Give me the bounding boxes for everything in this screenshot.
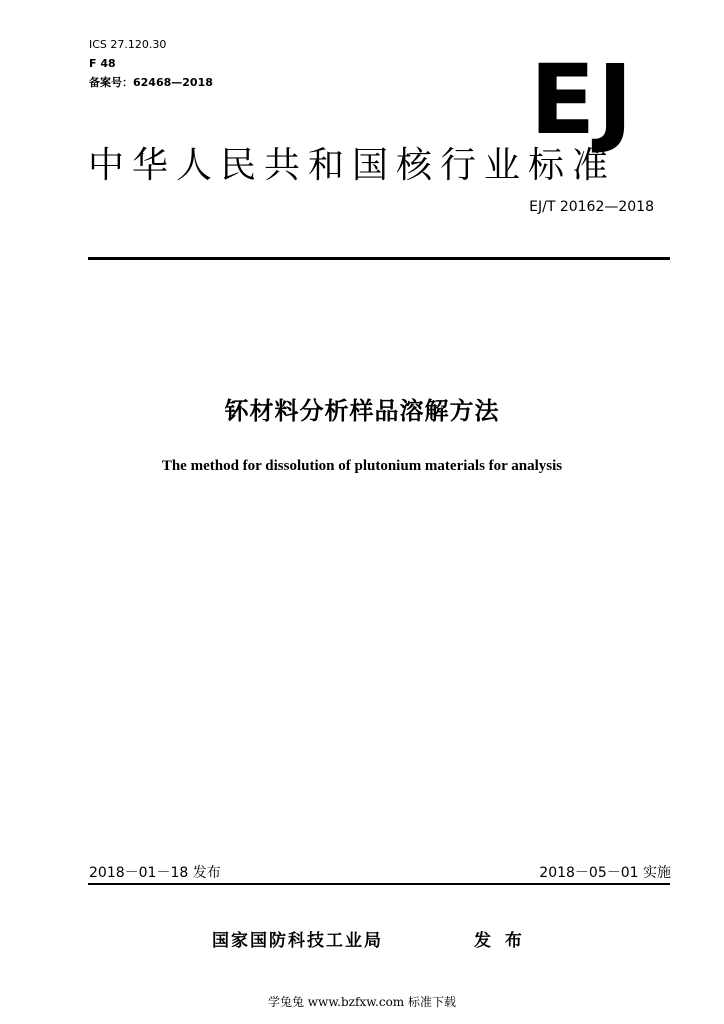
standard-type-title: 中华人民共和国核行业标准 bbox=[88, 145, 617, 186]
implementation-date: 2018－05－01 实施 bbox=[539, 865, 671, 881]
publisher-name: 国家国防科技工业局 bbox=[212, 931, 383, 951]
classification-code: F 48 bbox=[89, 57, 116, 70]
issue-date: 2018－01－18 发布 bbox=[89, 865, 221, 881]
standard-number: EJ/T 20162—2018 bbox=[529, 199, 654, 215]
ej-logo: EJ bbox=[529, 44, 635, 156]
document-title-english: The method for dissolution of plutonium materials for analysis bbox=[161, 458, 563, 474]
record-number: 备案号：62468—2018 bbox=[89, 76, 213, 89]
top-divider bbox=[88, 257, 670, 260]
site-watermark: 学兔兔 www.bzfxw.com 标准下载 bbox=[267, 995, 457, 1009]
publish-label: 发 布 bbox=[474, 931, 526, 951]
document-title-chinese: 钚材料分析样品溶解方法 bbox=[224, 397, 500, 425]
ics-code: ICS 27.120.30 bbox=[89, 38, 167, 51]
bottom-divider bbox=[88, 883, 670, 885]
